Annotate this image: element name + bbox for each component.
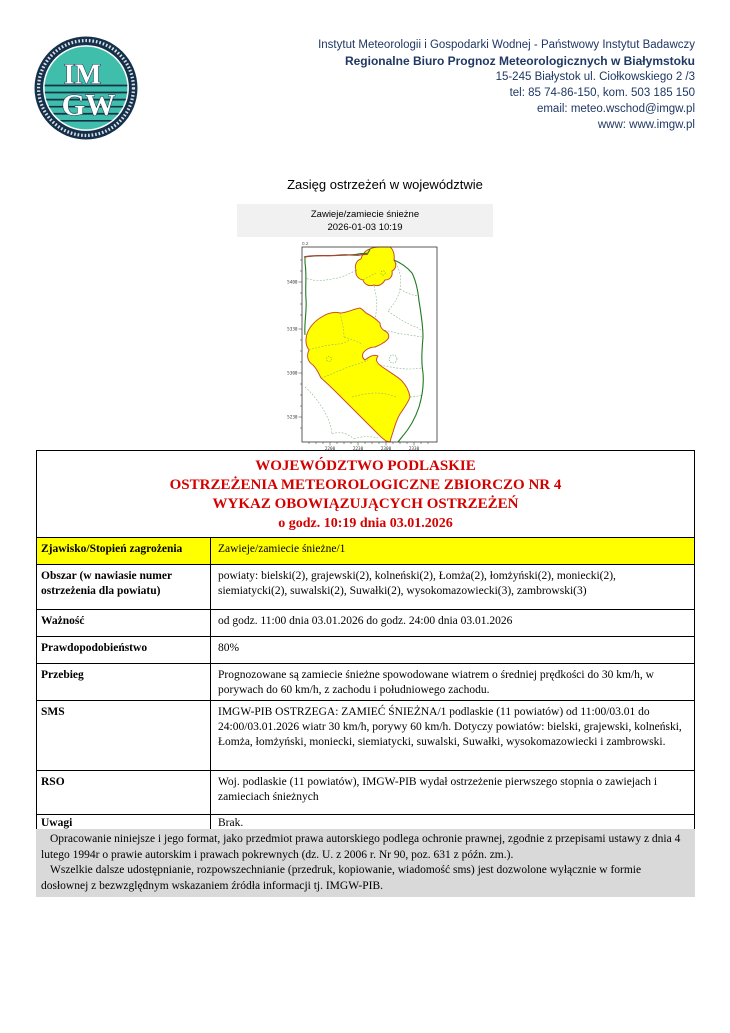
row-label: SMS — [37, 701, 211, 770]
row-label: Przebieg — [37, 664, 211, 700]
imgw-logo — [33, 35, 139, 141]
heading-list-title: WYKAZ OBOWIĄZUJĄCYCH OSTRZEŻEŃ — [212, 496, 519, 512]
row-label: Ważność — [37, 610, 211, 636]
enclave-lomza — [327, 357, 332, 362]
table-row-area — [37, 564, 694, 609]
row-value: Woj. podlaskie (11 powiatów), IMGW-PIB wydał ostrzeżenie pierwszego stopnia o zawiejach i zamieciach śnieżnych — [218, 776, 658, 803]
heading-bulletin-no: OSTRZEŻENIA METEOROLOGICZNE ZBIORCZO NR 4 — [169, 477, 562, 493]
logo-text-gw: GW — [61, 87, 116, 122]
y-tick-label: 5300 — [287, 371, 298, 377]
phone-line: tel: 85 74-86-150, kom. 503 185 150 — [509, 87, 695, 99]
logo-text-im: IM — [63, 59, 102, 91]
table-row-sms — [37, 700, 694, 770]
warning-map — [280, 238, 450, 453]
section-title: Zasięg ostrzeżeń w województwie — [287, 177, 483, 192]
y-tick-label: 5400 — [287, 280, 298, 286]
map-y-axis — [287, 260, 302, 428]
enclave-bialystok — [389, 355, 397, 363]
bulletin-heading — [37, 451, 694, 537]
heading-voivodeship: WOJEWÓDZTWO PODLASKIE — [255, 458, 476, 474]
y-tick-label: 5330 — [287, 327, 298, 333]
map-banner-phenomenon: Zawieje/zamiecie śnieżne — [310, 209, 420, 220]
letterhead — [225, 37, 695, 133]
copyright-footer — [36, 829, 695, 897]
row-value: 80% — [218, 642, 240, 654]
copyright-paragraph-2: Wszelkie dalsze udostępnianie, rozpowszechnianie (przedruk, kopiowanie, wiadomość sms) jest dozwolone wyłącznie w formie dosłownej z bezwzględnym wskazaniem źródła informacji tj. IMGW-PIB. — [41, 864, 642, 892]
www-line: www: www.imgw.pl — [597, 119, 695, 131]
copyright-paragraph-1: Opracowanie niniejsze i jego format, jako przedmiot prawa autorskiego podlega ochronie prawnej, zgodnie z przepisami ustawy z dnia 4 lutego 1994r o prawie autorskim i prawach pokrewnych (dz. U. z 2006 r. Nr 90, poz. 631 z późn. zm.). — [41, 833, 681, 861]
row-label: Uwagi — [37, 815, 211, 833]
row-value: powiaty: bielski(2), grajewski(2), kolneński(2), Łomża(2), łomżyński(2), moniecki(2), siemiatycki(2), suwalski(2), Suwałki(2), wysokomazowiecki(3), zambrowski(3) — [218, 570, 616, 597]
row-label: Obszar (w nawiasie numer ostrzeżenia dla powiatu) — [37, 565, 211, 609]
row-value: Prognozowane są zamiecie śnieżne spowodowane wiatrem o średniej prędkości do 30 km/h, w porywach do 60 km/h, z zachodu i południowego zachodu. — [218, 669, 654, 696]
row-value: Brak. — [218, 817, 244, 829]
row-label: RSO — [37, 771, 211, 814]
table-row-probability — [37, 636, 694, 663]
row-label: Zjawisko/Stopień zagrożenia — [37, 538, 211, 564]
row-value: od godz. 11:00 dnia 03.01.2026 do godz. 24:00 dnia 03.01.2026 — [218, 615, 513, 627]
y-tick-label: 5230 — [287, 415, 298, 421]
bulletin-table — [36, 450, 695, 834]
table-row-phenomenon — [37, 537, 694, 564]
table-row-course — [37, 663, 694, 700]
bureau-name: Regionalne Biuro Prognoz Meteorologicznych w Białymstoku — [344, 54, 695, 68]
row-label: Prawdopodobieństwo — [37, 637, 211, 663]
map-banner-datetime: 2026-01-03 10:19 — [327, 222, 403, 233]
email-line: email: meteo.wschod@imgw.pl — [536, 103, 695, 115]
map-banner — [237, 204, 493, 237]
address-line: 15-245 Białystok ul. Ciołkowskiego 2 /3 — [495, 71, 695, 83]
institute-name: Instytut Meteorologii i Gospodarki Wodnej - Państwowy Instytut Badawczy — [318, 39, 695, 51]
enclave-suwalki — [381, 271, 385, 275]
map-corner-label: 0.2 — [302, 241, 309, 246]
heading-issue-time: o godz. 10:19 dnia 03.01.2026 — [278, 516, 453, 531]
table-row-rso — [37, 770, 694, 814]
row-value: IMGW-PIB OSTRZEGA: ZAMIEĆ ŚNIEŻNA/1 podlaskie (11 powiatów) od 11:00/03.01 do 24:00/03.01.2026 wiatr 30 km/h, porywy 60 km/h. Dotyczy powiatów: bielski, grajewski, kolneński, Łomża, łomżyński, moniecki, siemiatycki, suwalski, Suwałki, wysokomazowiecki i zambrowski. — [218, 706, 682, 748]
table-row-validity — [37, 609, 694, 636]
row-value: Zawieje/zamiecie śnieżne/1 — [218, 543, 346, 555]
